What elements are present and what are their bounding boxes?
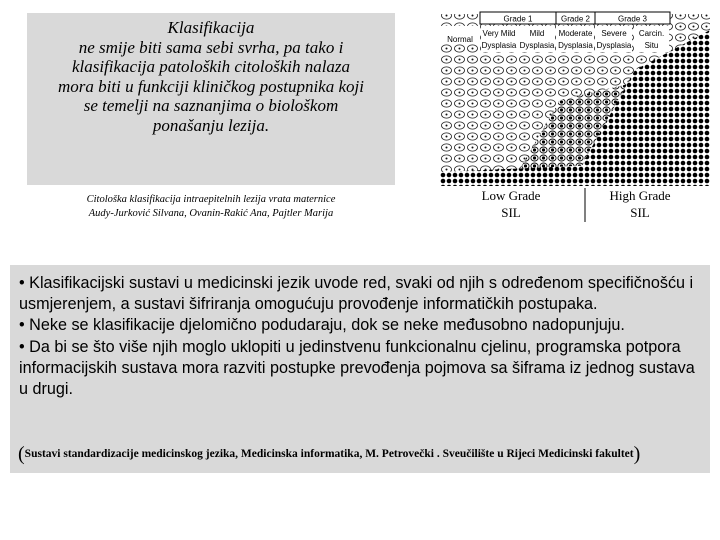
figure-caption — [27, 193, 395, 221]
bullet-paragraph: • Klasifikacijski sustavi u medicinski jezik uvode red, svaki od njih s određenom specifičnošću i usmjerenjem, a sustavi šifriranja omogućuju provođenje informatičkih postupaka. — [19, 274, 694, 314]
dysplasia-grade-figure — [440, 10, 710, 235]
column-label: Mild — [529, 29, 545, 38]
caption-title: Citološka klasifikacija intraepitelnih lezija vrata maternice — [86, 194, 336, 205]
column-label: Normal — [447, 35, 473, 44]
high-grade-line2: SIL — [630, 205, 650, 220]
open-paren: ( — [18, 443, 25, 465]
grade-label: Grade 3 — [618, 14, 647, 24]
grade-label: Grade 1 — [503, 14, 533, 24]
low-grade-label — [482, 188, 541, 220]
quote-line: mora biti u funkciji kliničkog postupnika koji — [58, 76, 364, 96]
quote-title: Klasifikacija — [167, 18, 255, 37]
column-label: Very Mild — [482, 29, 516, 38]
high-grade-line1: High Grade — [609, 188, 671, 203]
quote-line: klasifikacija patoloških citoloških nalaza — [71, 57, 351, 76]
dysplasia-illustration — [440, 10, 710, 235]
main-text-box — [10, 265, 710, 473]
reference — [18, 443, 640, 466]
reference-text: Sustavi standardizacije medicinskog jezika, Medicinska informatika, M. Petrovečki . Sveučilište u Rijeci Medicinski fakultet — [24, 448, 634, 460]
caption-authors: Audy-Jurković Silvana, Ovanin-Rakić Ana, Pajtler Marija — [88, 208, 334, 219]
high-grade-label — [609, 188, 670, 220]
grade-label: Grade 2 — [561, 14, 590, 24]
close-paren: ) — [633, 443, 641, 465]
quote-box — [27, 13, 395, 185]
column-label: Dysplasia — [481, 41, 517, 50]
column-label: Situ — [644, 41, 659, 50]
low-grade-line1: Low Grade — [481, 188, 541, 203]
column-label: Severe — [601, 29, 627, 38]
quote-line: ponašanju lezija. — [152, 115, 270, 135]
column-label: Dysplasia — [558, 41, 593, 50]
column-label: Dysplasia — [519, 41, 555, 50]
column-label: Dysplasia — [596, 41, 632, 50]
column-label: Carcin. — [638, 29, 665, 38]
quote-line: se temelji na saznanjima o biološkom — [83, 96, 339, 115]
bullet-paragraph: • Da bi se što više njih moglo uklopiti u jedinstvenu funkcionalnu cjelinu, programska potpora informacijskih sustava mora razviti postupke prevođenja pojmova sa šiframa iz jednog sustava u drugi. — [19, 337, 695, 399]
bullet-paragraph: • Neke se klasifikacije djelomično podudaraju, dok se neke međusobno nadopunjuju. — [19, 316, 625, 335]
low-grade-line2: SIL — [501, 205, 521, 220]
column-label: Moderate — [558, 29, 593, 38]
quote-line: ne smije biti sama sebi svrha, pa tako i — [78, 37, 344, 57]
